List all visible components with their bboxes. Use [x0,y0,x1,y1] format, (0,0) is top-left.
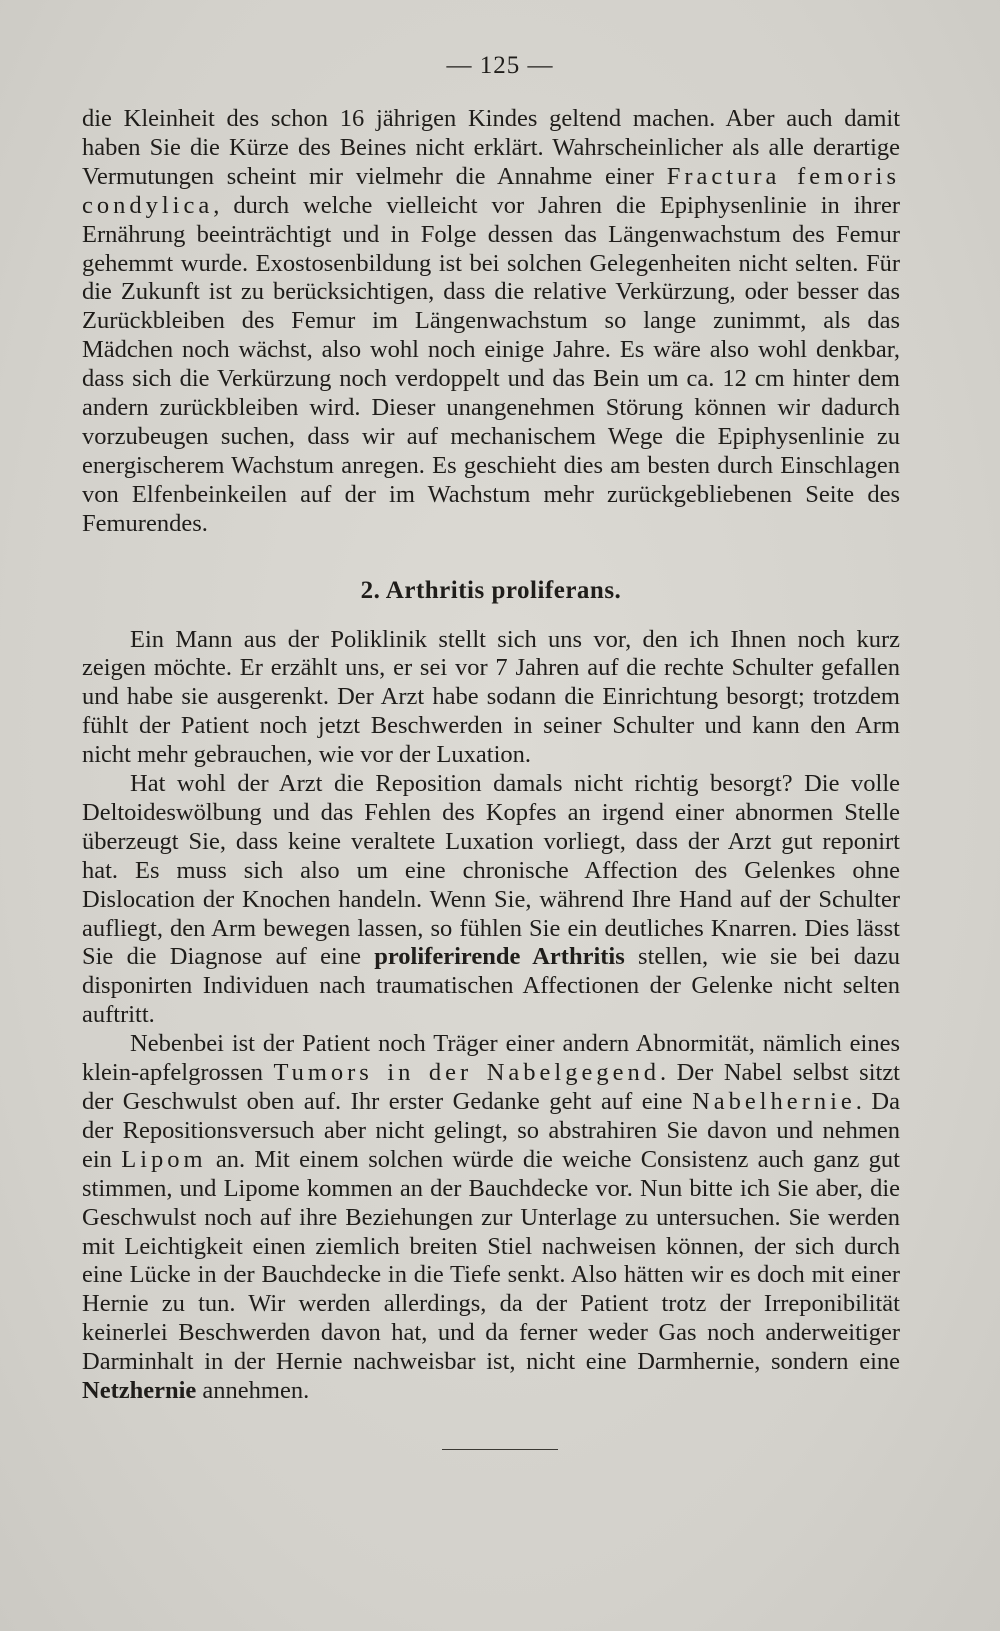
paragraph-4-text-a: Nebenbei ist der Patient noch Träger einer andern Abnormität, nämlich eines klein-apfelgrossen [82,1030,900,1087]
paragraph-2: Ein Mann aus der Poliklinik stellt sich uns vor, den ich Ihnen noch kurz zeigen möchte. Er erzählt uns, er sei vor 7 Jahren auf die rechte Schulter gefallen und habe sie ausgerenkt. Der Arzt habe sodann die Einrichtung besorgt; trotzdem fühlt der Patient noch jetzt Beschwerden in seiner Schulter und kann den Arm nicht mehr gebrauchen, wie vor der Luxation. [82,625,900,769]
paragraph-3-bold-term: proliferirende Arthritis [374,943,625,971]
paragraph-4 [82,1030,900,1406]
page-number: — 125 — [446,52,554,79]
paragraph-4-spaced-term-3: Lipom [121,1145,207,1173]
paragraph-1-text-b: , durch welche vielleicht vor Jahren die Epiphysenlinie in ihrer Ernährung beeinträchtigt und in Folge dessen das Längenwachstum des Femur gehemmt wurde. Exostosenbildung ist bei solchen Gelegenheiten nicht selten. Für die Zukunft ist zu berücksichtigen, dass die relative Verkürzung, oder besser das Zurückbleiben des Femur im Längenwachstum so lange zunimmt, als das Mädchen noch wächst, also wohl noch einige Jahre. Es wäre also wohl denkbar, dass sich die Verkürzung noch verdoppelt und das Bein um ca. 12 cm hinter dem andern zurückbleiben wird. Dieser unangenehmen Störung können wir dadurch vorzubeugen suchen, dass wir auf mechanischem Wege die Epiphysenlinie zu energischerem Wachstum anregen. Es geschieht dies am besten durch Einschlagen von Elfenbeinkeilen auf der im Wachstum mehr zurückgebliebenen Seite des Femurendes. [82,191,900,537]
page-body [82,105,900,1406]
paragraph-4-spaced-term-2: Nabelhernie [692,1088,856,1115]
end-rule [442,1449,558,1450]
paragraph-3-text-a: Hat wohl der Arzt die Reposition damals nicht richtig besorgt? Die volle Deltoideswölbung und das Fehlen des Kopfes an irgend einer abnormen Stelle überzeugt Sie, dass keine veraltete Luxation vorliegt, dass der Arzt gut reponirt hat. Es muss sich also um eine chronische Affection des Gelenkes ohne Dislocation der Knochen handeln. Wenn Sie, während Ihre Hand auf der Schulter aufliegt, den Arm bewegen lassen, so fühlen Sie ein deutliches Knarren. Dies lässt Sie die Diagnose auf eine [82,770,900,971]
paragraph-4-spaced-term-1: Tumors in der Nabelgegend [273,1059,660,1087]
paragraph-1-text-a: die Kleinheit des schon 16 jährigen Kindes geltend machen. Aber auch damit haben Sie die Kürze des Beines nicht erklärt. Wahrscheinlicher als alle derartige Vermutungen scheint mir vielmehr die Annahme einer [82,105,900,190]
section-heading: 2. Arthritis proliferans. [360,576,622,604]
paragraph-3 [82,770,900,1030]
paragraph-4-bold-term: Netzhernie [82,1377,197,1405]
paragraph-4-text-d: an. Mit einem solchen würde die weiche Consistenz auch ganz gut stimmen, und Lipome kommen an der Bauchdecke vor. Nun bitte ich Sie aber, die Geschwulst noch auf ihre Beziehungen zur Unterlage zu untersuchen. Sie werden mit Leichtigkeit einen ziemlich breiten Stiel nachweisen können, der sich durch eine Lücke in der Bauchdecke in die Tiefe senkt. Also hätten wir es doch mit einer Hernie zu tun. Wir werden allerdings, da der Patient trotz der Irreponibilität keinerlei Beschwerden davon hat, und da ferner weder Gas noch anderweitiger Darminhalt in der Hernie nachweisbar ist, nicht eine Darmhernie, sondern eine [82,1145,900,1376]
paragraph-3-text-b: stellen, wie sie bei dazu disponirten Individuen nach traumatischen Affectionen der Gelenke nicht selten auftritt. [82,943,901,1029]
paragraph-4-text-c: . Da der Repositionsversuch aber nicht gelingt, so abstrahiren Sie davon und nehmen ein [82,1088,900,1173]
paragraph-4-text-e: annehmen. [196,1377,310,1405]
paragraph-1-spaced-term: Fractura femoris condylica [82,162,900,219]
paragraph-1 [82,105,900,539]
paragraph-4-text-b: . Der Nabel selbst sitzt der Geschwulst oben auf. Ihr erster Gedanke geht auf eine [82,1059,900,1115]
